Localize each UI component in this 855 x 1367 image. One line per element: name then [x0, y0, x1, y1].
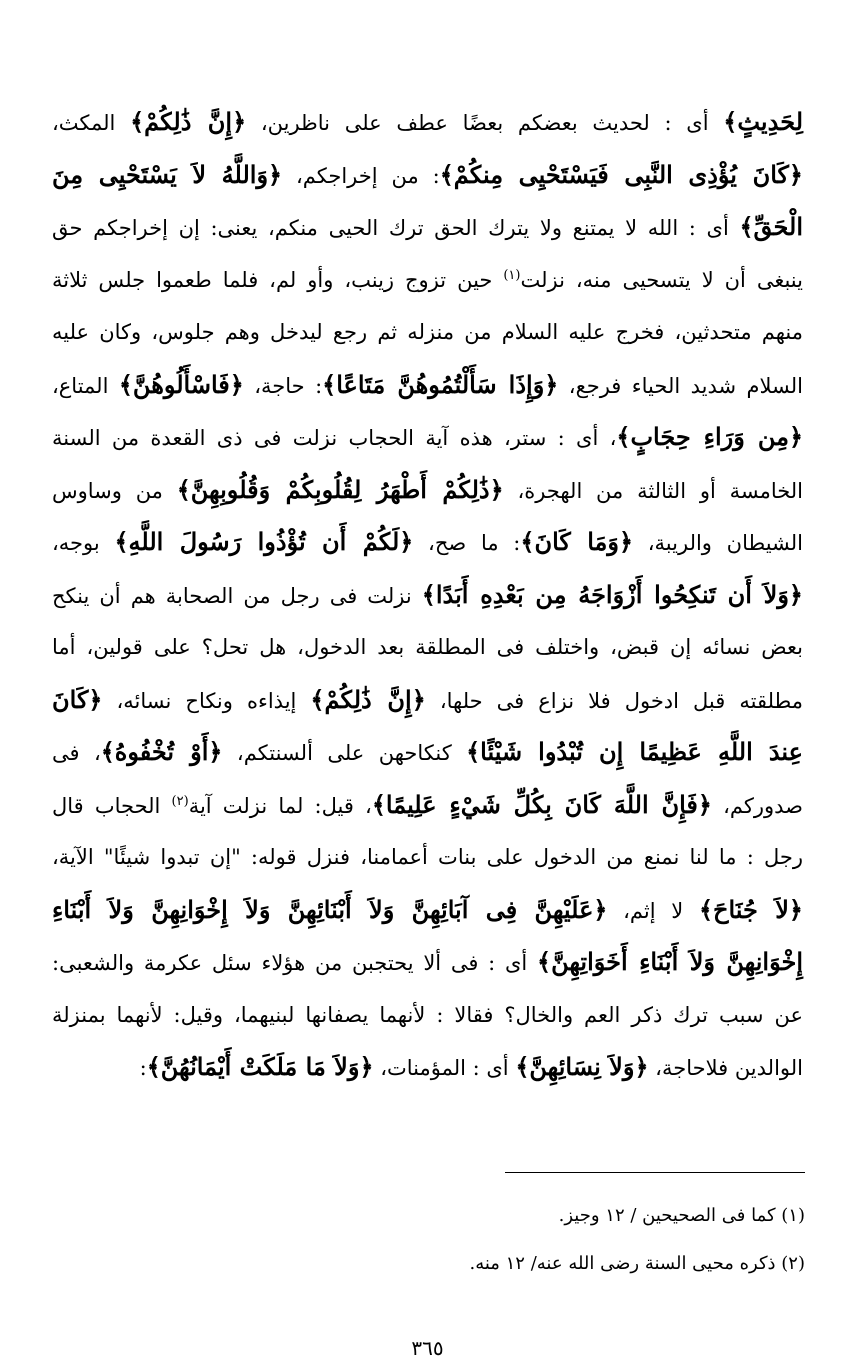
- commentary-text: بعض نسائه إن قبض، واختلف فى المطلقة بعد الدخول، هل تحل؟ على قولين، أما: [52, 635, 803, 659]
- commentary-text: أى : لحديث بعضكم بعضًا عطف على ناظرين،: [246, 111, 724, 135]
- footnotes: [52, 1192, 805, 1288]
- quran-quote: ﴿عَلَيْهِنَّ فِى آبَائِهِنَّ وَلاَ أَبْنَائِهِنَّ وَلاَ إِخْوَانِهِنَّ وَلاَ أَبْنَاءِ: [52, 894, 608, 924]
- quran-quote: ﴿ذَٰلِكُمْ أَطْهَرُ لِقُلُوبِكُمْ وَقُلُوبِهِنَّ﴾: [176, 474, 504, 504]
- commentary-text: الشيطان والريبة،: [633, 531, 804, 555]
- commentary-text: السلام شديد الحياء فرجع،: [558, 373, 804, 398]
- text-line: [52, 674, 803, 727]
- commentary-text: نزلت فى رجل من الصحابة هم أن ينكح: [52, 583, 422, 608]
- quran-quote: ﴿لاَ جُنَاحَ﴾: [698, 894, 803, 924]
- commentary-text: ينبغى أن لا يتسحيى منه، نزلت: [520, 267, 803, 292]
- commentary-text: بوجه،: [52, 531, 115, 555]
- commentary-text: لا إثم،: [607, 898, 699, 923]
- footnote-ref: (١): [503, 267, 521, 283]
- commentary-text: رجل : ما لنا نمنع من الدخول على بنات أعمامنا، فنزل قوله: "إن تبدوا شيئًا" الآية،: [52, 845, 803, 869]
- quran-quote: ﴿مِن وَرَاءِ حِجَابٍ﴾: [616, 422, 804, 451]
- text-line: [52, 96, 803, 149]
- quran-quote: ﴿كَانَ: [52, 684, 103, 714]
- commentary-text: : حاجة،: [243, 373, 323, 398]
- text-line: [52, 359, 803, 412]
- text-line: [52, 726, 803, 779]
- text-line: [52, 779, 803, 832]
- text-line: [52, 411, 803, 464]
- text-line: [52, 464, 803, 517]
- quran-quote: ﴿أَوْ تُخْفُوهُ﴾: [100, 737, 223, 766]
- text-line: [52, 989, 803, 1042]
- quran-quote: ﴿إِنَّ ذَٰلِكُمْ﴾: [130, 107, 247, 136]
- text-line: [52, 569, 803, 622]
- commentary-text: ، قيل: لما نزلت آية: [188, 793, 372, 818]
- commentary-text: الحجاب قال: [52, 793, 172, 818]
- commentary-text: المتاع،: [52, 373, 119, 398]
- commentary-text: حين تزوج زينب، وأو لم، فلما طعموا جلس ثلاثة: [52, 267, 504, 292]
- commentary-text: أى : المؤمنات،: [373, 1056, 516, 1080]
- text-line: [52, 936, 803, 989]
- commentary-text: عن سبب ترك ذكر العم والخال؟ فقالا : لأنهما يصفانها لبنيهما، وقيل: لأنهما بمنزلة: [52, 1002, 803, 1027]
- footnote-ref: (٢): [171, 793, 189, 809]
- commentary-text: منهم متحدثين، فخرج عليه السلام من منزله ثم رجع ليدخل وهم جلوس، وكان عليه: [52, 320, 803, 344]
- quran-quote: ﴿فَاسْأَلُوهُنَّ﴾: [118, 369, 244, 399]
- text-line: [52, 254, 803, 307]
- commentary-text: المكث،: [52, 111, 131, 135]
- commentary-text: كنكاحهن على ألسنتكم،: [222, 741, 467, 765]
- commentary-text: ، أى : ستر، هذه آية الحجاب نزلت فى ذى القعدة من السنة: [52, 426, 617, 450]
- quran-quote: ﴿وَلاَ مَا مَلَكَتْ أَيْمَانُهُنَّ﴾: [146, 1052, 374, 1081]
- footnote-divider: [505, 1172, 805, 1173]
- quran-quote: الْحَقِّ﴾: [739, 212, 803, 241]
- quran-quote: إِخْوَانِهِنَّ وَلاَ أَبْنَاءِ أَخَوَاتِهِنَّ﴾: [537, 947, 803, 976]
- text-line: [52, 516, 803, 569]
- commentary-text: :: [139, 1056, 147, 1080]
- text-line: [52, 201, 803, 254]
- text-line: [52, 1041, 803, 1094]
- text-line: [52, 831, 803, 884]
- quran-quote: ﴿وَإِذَا سَأَلْتُمُوهُنَّ مَتَاعًا﴾: [322, 369, 559, 399]
- commentary-text: من وساوس: [52, 478, 177, 503]
- commentary-text: أى : فى ألا يحتجبن من هؤلاء سئل عكرمة والشعبى:: [52, 951, 538, 975]
- page-number: ٣٦٥: [411, 1336, 444, 1360]
- quran-quote: ﴿وَاللَّهُ لاَ يَسْتَحْيِى مِنَ: [52, 159, 283, 189]
- commentary-text: أى : الله لا يمتنع ولا يترك الحق ترك الحيى منكم، يعنى: إن إخراجكم حق: [52, 216, 740, 240]
- quran-quote: عِندَ اللَّهِ عَظِيمًا إِن تُبْدُوا شَيْئًا﴾: [466, 737, 803, 766]
- quran-quote: ﴿وَلاَ نِسَائِهِنَّ﴾: [515, 1052, 649, 1081]
- footnote-1: (١) كما فى الصحيحين / ١٢ وجيز.: [558, 1205, 805, 1226]
- commentary-text: صدوركم،: [711, 793, 803, 818]
- text-line: [52, 884, 803, 937]
- footnote-2: (٢) ذكره محيى السنة رضى الله عنه/ ١٢ منه.: [469, 1253, 805, 1274]
- commentary-text: ، فى: [52, 741, 101, 765]
- quran-quote: ﴿وَلاَ أَن تَنكِحُوا أَزْوَاجَهُ مِن بَعْدِهِ أَبَدًا﴾: [421, 579, 803, 609]
- commentary-text: مطلقته قبل ادخول فلا نزاع فى حلها،: [425, 688, 803, 713]
- quran-quote: ﴿كَانَ يُؤْذِى النَّبِى فَيَسْتَحْيِى مِنكُمْ﴾: [439, 159, 803, 189]
- quran-quote: لِحَدِيثٍ﴾: [723, 107, 804, 136]
- text-line: [52, 149, 803, 202]
- commentary-text: الوالدين فلاحاجة،: [648, 1056, 803, 1080]
- quran-quote: ﴿لَكُمْ أَن تُؤْذُوا رَسُولَ اللَّهِ﴾: [114, 527, 414, 556]
- commentary-text: إيذاءه ونكاح نسائه،: [102, 688, 311, 713]
- quran-quote: ﴿وَمَا كَانَ﴾: [520, 527, 634, 556]
- commentary-text: : ما صح،: [413, 531, 521, 555]
- main-text-block: [52, 96, 803, 1094]
- commentary-text: الخامسة أو الثالثة من الهجرة،: [503, 478, 803, 503]
- text-line: [52, 621, 803, 674]
- commentary-text: : من إخراجكم،: [282, 163, 440, 188]
- text-line: [52, 306, 803, 359]
- quran-quote: ﴿فَإِنَّ اللَّهَ كَانَ بِكُلِّ شَيْءٍ عَلِيمًا﴾: [371, 789, 712, 819]
- quran-quote: ﴿إِنَّ ذَٰلِكُمْ﴾: [310, 684, 426, 714]
